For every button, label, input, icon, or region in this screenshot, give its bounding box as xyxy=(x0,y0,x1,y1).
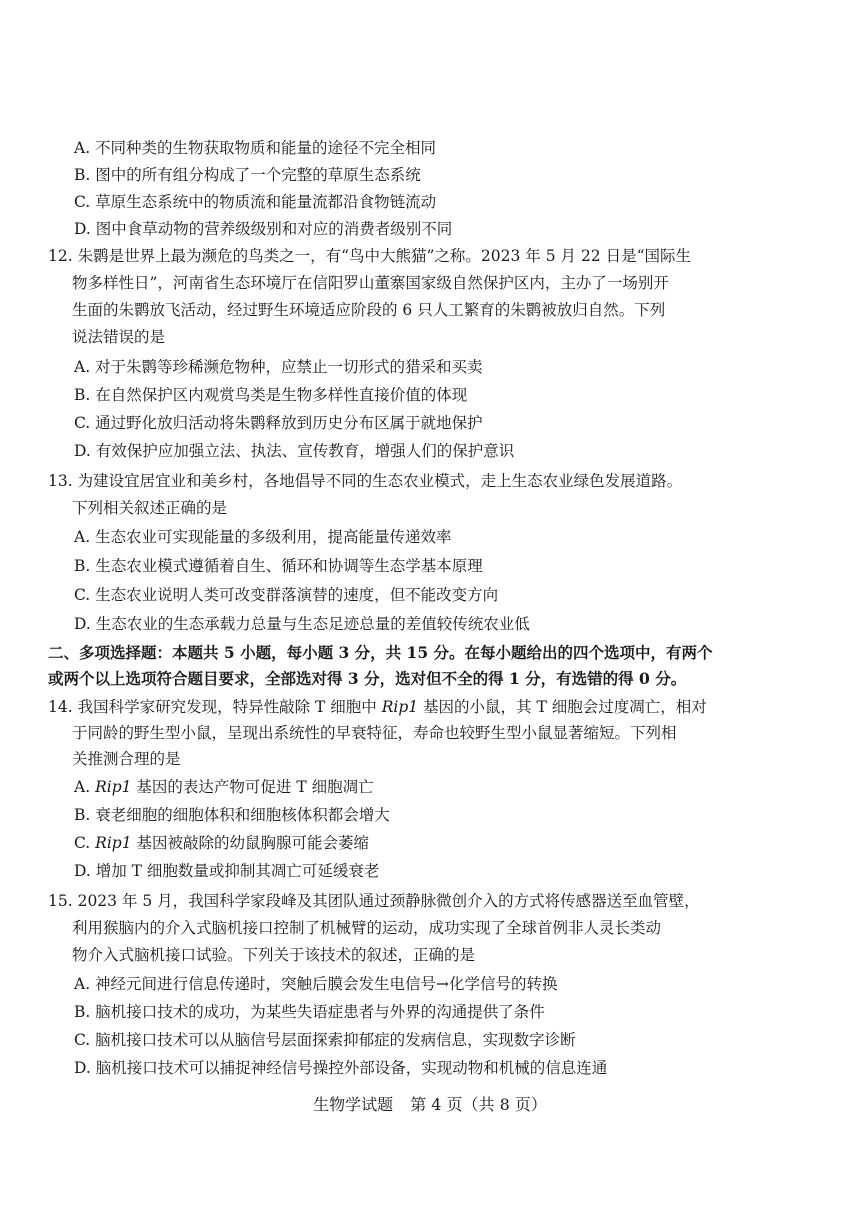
q14-stem-line-2: 于同龄的野生型小鼠，呈现出系统性的早衰特征，寿命也较野生型小鼠显著缩短。下列相 xyxy=(72,724,677,742)
q15-option-a: A. 神经元间进行信息传递时，突触后膜会发生电信号→化学信号的转换 xyxy=(74,975,558,993)
section-2-heading-line-2: 或两个以上选项符合题目要求，全部选对得 3 分，选对但不全的得 1 分，有选错的得 0 分。 xyxy=(48,669,687,688)
q14-option-b: B. 衰老细胞的细胞体积和细胞核体积都会增大 xyxy=(74,806,390,824)
q12-option-d: D. 有效保护应加强立法、执法、宣传教育，增强人们的保护意识 xyxy=(74,442,515,460)
q12-option-b: B. 在自然保护区内观赏鸟类是生物多样性直接价值的体现 xyxy=(74,386,468,404)
footer-page-number: 第 4 页（共 8 页） xyxy=(410,1095,547,1114)
q13-option-a: A. 生态农业可实现能量的多级利用，提高能量传递效率 xyxy=(74,528,452,546)
q12-stem-line-3: 生面的朱鹮放飞活动，经过野生环境适应阶段的 6 只人工繁育的朱鹮被放归自然。下列 xyxy=(72,301,666,319)
q14-option-c: C. Rip1 基因被敲除的幼鼠胸腺可能会萎缩 xyxy=(74,834,370,852)
q11-option-d: D. 图中食草动物的营养级级别和对应的消费者级别不同 xyxy=(74,220,453,238)
gene-name: Rip1 xyxy=(95,778,132,796)
q12-stem-line-1: 12. 朱鹮是世界上最为濒危的鸟类之一，有“鸟中大熊猫”之称。2023 年 5 月 22 日是“国际生 xyxy=(48,247,692,265)
q11-option-c: C. 草原生态系统中的物质流和能量流都沿食物链流动 xyxy=(74,193,437,211)
q14-stem-line-3: 关推测合理的是 xyxy=(72,750,181,768)
footer-subject: 生物学试题 xyxy=(313,1095,394,1114)
q14-option-a: A. Rip1 基因的表达产物可促进 T 细胞凋亡 xyxy=(74,778,374,796)
q13-option-b: B. 生态农业模式遵循着自生、循环和协调等生态学基本原理 xyxy=(74,557,483,575)
q13-option-c: C. 生态农业说明人类可改变群落演替的速度，但不能改变方向 xyxy=(74,586,499,604)
gene-name: Rip1 xyxy=(95,834,132,852)
q15-stem-line-2: 利用猴脑内的介入式脑机接口控制了机械臂的运动，成功实现了全球首例非人灵长类动 xyxy=(72,919,662,937)
gene-name: Rip1 xyxy=(381,698,419,716)
q15-option-b: B. 脑机接口技术的成功，为某些失语症患者与外界的沟通提供了条件 xyxy=(74,1003,545,1021)
q15-stem-line-1: 15. 2023 年 5 月，我国科学家段峰及其团队通过颈静脉微创介入的方式将传感器送至血管壁， xyxy=(48,892,700,910)
q11-option-b: B. 图中的所有组分构成了一个完整的草原生态系统 xyxy=(74,166,421,184)
q11-option-a: A. 不同种类的生物获取物质和能量的途径不完全相同 xyxy=(74,139,437,157)
q14-stem-line-1: 14. 我国科学家研究发现，特异性敲除 T 细胞中 Rip1 基因的小鼠，其 T 细胞会过度凋亡，相对 xyxy=(48,698,707,716)
q14-option-d: D. 增加 T 细胞数量或抑制其凋亡可延缓衰老 xyxy=(74,862,380,880)
q12-option-a: A. 对于朱鹮等珍稀濒危物种，应禁止一切形式的猎采和买卖 xyxy=(74,358,483,376)
q13-option-d: D. 生态农业的生态承载力总量与生态足迹总量的差值较传统农业低 xyxy=(74,615,530,633)
section-2-heading-line-1: 二、多项选择题：本题共 5 小题，每小题 3 分，共 15 分。在每小题给出的四个选项中，有两个 xyxy=(48,643,713,662)
q15-option-c: C. 脑机接口技术可以从脑信号层面探索抑郁症的发病信息，实现数字诊断 xyxy=(74,1031,576,1049)
q13-stem-line-1: 13. 为建设宜居宜业和美乡村，各地倡导不同的生态农业模式，走上生态农业绿色发展道路。 xyxy=(48,472,683,490)
q15-stem-line-3: 物介入式脑机接口试验。下列关于该技术的叙述，正确的是 xyxy=(72,946,476,964)
q13-stem-line-2: 下列相关叙述正确的是 xyxy=(72,499,228,517)
page-footer xyxy=(0,1094,860,1116)
q12-option-c: C. 通过野化放归活动将朱鹮释放到历史分布区属于就地保护 xyxy=(74,414,483,432)
q15-option-d: D. 脑机接口技术可以捕捉神经信号操控外部设备，实现动物和机械的信息连通 xyxy=(74,1059,608,1077)
q12-stem-line-4: 说法错误的是 xyxy=(72,328,166,346)
q12-stem-line-2: 物多样性日”，河南省生态环境厅在信阳罗山董寨国家级自然保护区内，主办了一场别开 xyxy=(72,274,669,292)
